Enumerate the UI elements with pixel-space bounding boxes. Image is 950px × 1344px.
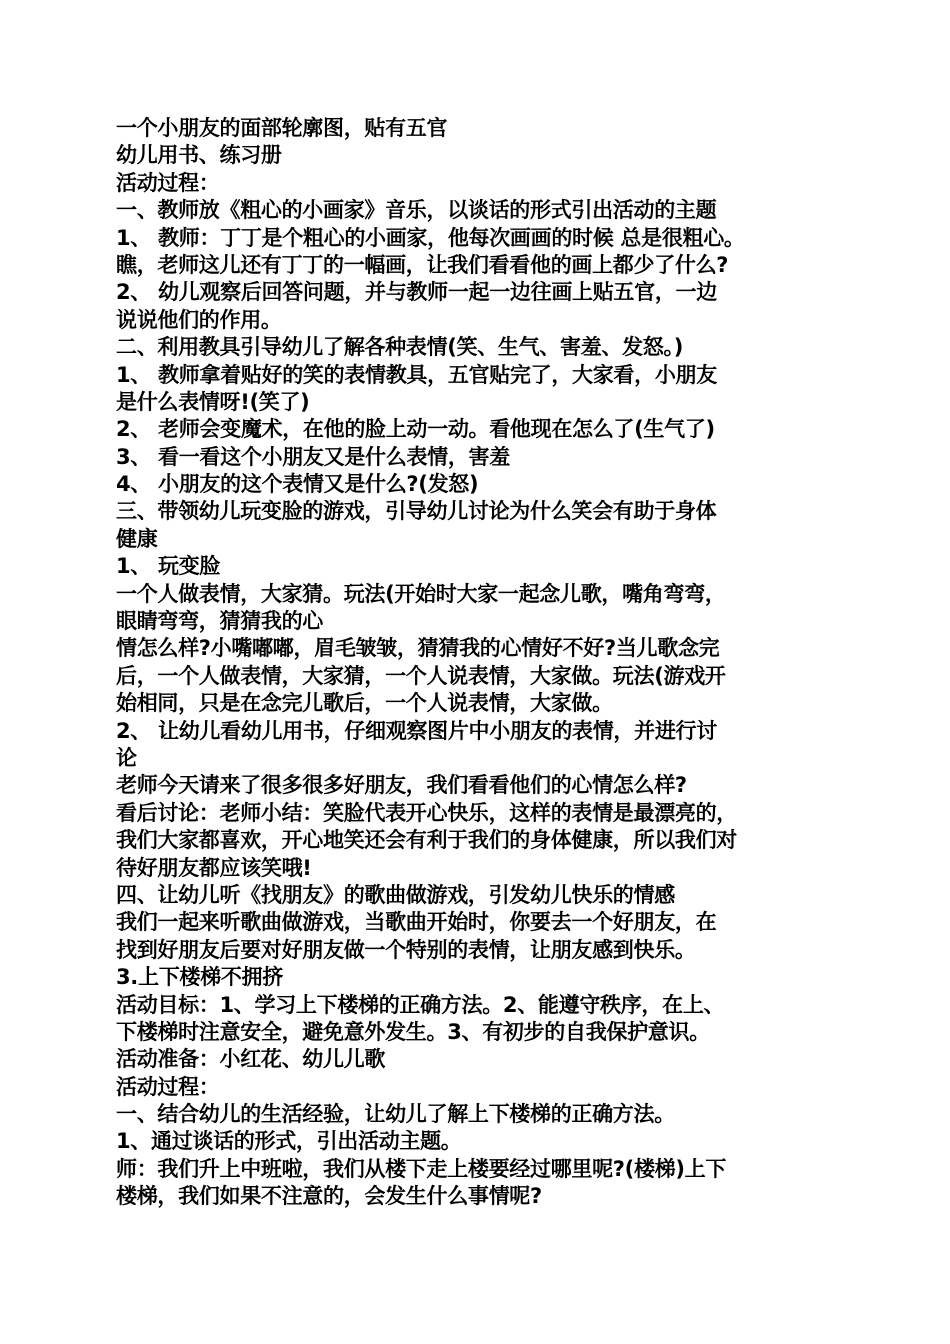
text-line: 活动准备：小红花、幼儿儿歌 [116,1047,386,1072]
text-line: 一个人做表情，大家猜。玩法(开始时大家一起念儿歌，嘴角弯弯， [116,581,726,606]
text-line: 活动目标：1、学习上下楼梯的正确方法。2、能遵守秩序，在上、 [116,992,725,1017]
text-line: 老师今天请来了很多很多好朋友，我们看看他们的心情怎么样? [116,773,687,798]
text-line: 一个小朋友的面部轮廓图，贴有五官 [116,116,448,140]
text-line: 下楼梯时注意安全，避免意外发生。3、有初步的自我保护意识。 [116,1019,710,1044]
text-line: 眼睛弯弯，猜猜我的心 [116,609,323,634]
document-body [116,115,836,1211]
text-line: 我们大家都喜欢，开心地笑还会有利于我们的身体健康，所以我们对 [116,828,737,853]
text-line: 3、 看一看这个小朋友又是什么表情，害羞 [116,444,510,469]
text-line: 待好朋友都应该笑哦! [116,855,312,880]
text-line: 3.上下楼梯不拥挤 [116,965,283,990]
text-line: 1、 教师：丁丁是个粗心的小画家，他每次画画的时候 总是很粗心。 [116,225,745,250]
text-line: 2、 幼儿观察后回答问题，并与教师一起一边往画上贴五官，一边 [116,280,717,305]
text-line: 一、结合幼儿的生活经验，让幼儿了解上下楼梯的正确方法。 [116,1102,675,1127]
text-line: 1、通过谈话的形式，引出活动主题。 [116,1129,462,1154]
text-line: 二、利用教具引导幼儿了解各种表情(笑、生气、害羞、发怒。) [116,335,683,360]
text-line: 2、 老师会变魔术，在他的脸上动一动。看他现在怎么了(生气了) [116,417,715,442]
text-line: 4、 小朋友的这个表情又是什么?(发怒) [116,472,479,497]
text-line: 是什么表情呀!(笑了) [116,389,310,414]
text-line: 师：我们升上中班啦，我们从楼下走上楼要经过哪里呢?(楼梯)上下 [116,1156,727,1181]
text-line: 四、让幼儿听《找朋友》的歌曲做游戏，引发幼儿快乐的情感 [116,882,675,907]
text-line: 始相同，只是在念完儿歌后，一个人说表情，大家做。 [116,691,613,716]
text-line: 1、 教师拿着贴好的笑的表情教具，五官贴完了，大家看，小朋友 [116,362,717,387]
text-line: 一、教师放《粗心的小画家》音乐，以谈话的形式引出活动的主题 [116,198,717,223]
text-line: 活动过程： [116,1074,220,1099]
text-line: 2、 让幼儿看幼儿用书，仔细观察图片中小朋友的表情，并进行讨 [116,718,717,743]
text-line: 1、 玩变脸 [116,554,221,579]
text-line: 幼儿用书、练习册 [116,143,282,168]
text-line: 论 [116,745,137,770]
text-line: 活动过程： [116,170,220,195]
text-line: 健康 [116,526,158,551]
text-line: 后，一个人做表情，大家猜，一个人说表情，大家做。玩法(游戏开 [116,663,726,688]
text-line: 瞧，老师这儿还有丁丁的一幅画，让我们看看他的画上都少了什么? [116,252,729,277]
text-line: 情怎么样?小嘴嘟嘟，眉毛皱皱，猜猜我的心情好不好?当儿歌念完 [116,636,720,661]
text-line: 我们一起来听歌曲做游戏，当歌曲开始时，你要去一个好朋友，在 [116,910,717,935]
text-line: 看后讨论：老师小结：笑脸代表开心快乐，这样的表情是最漂亮的， [116,800,737,825]
text-line: 三、带领幼儿玩变脸的游戏，引导幼儿讨论为什么笑会有助于身体 [116,499,717,524]
text-line: 说说他们的作用。 [116,307,282,332]
text-line: 楼梯，我们如果不注意的，会发生什么事情呢? [116,1184,542,1209]
text-line: 找到好朋友后要对好朋友做一个特别的表情，让朋友感到快乐。 [116,937,696,962]
